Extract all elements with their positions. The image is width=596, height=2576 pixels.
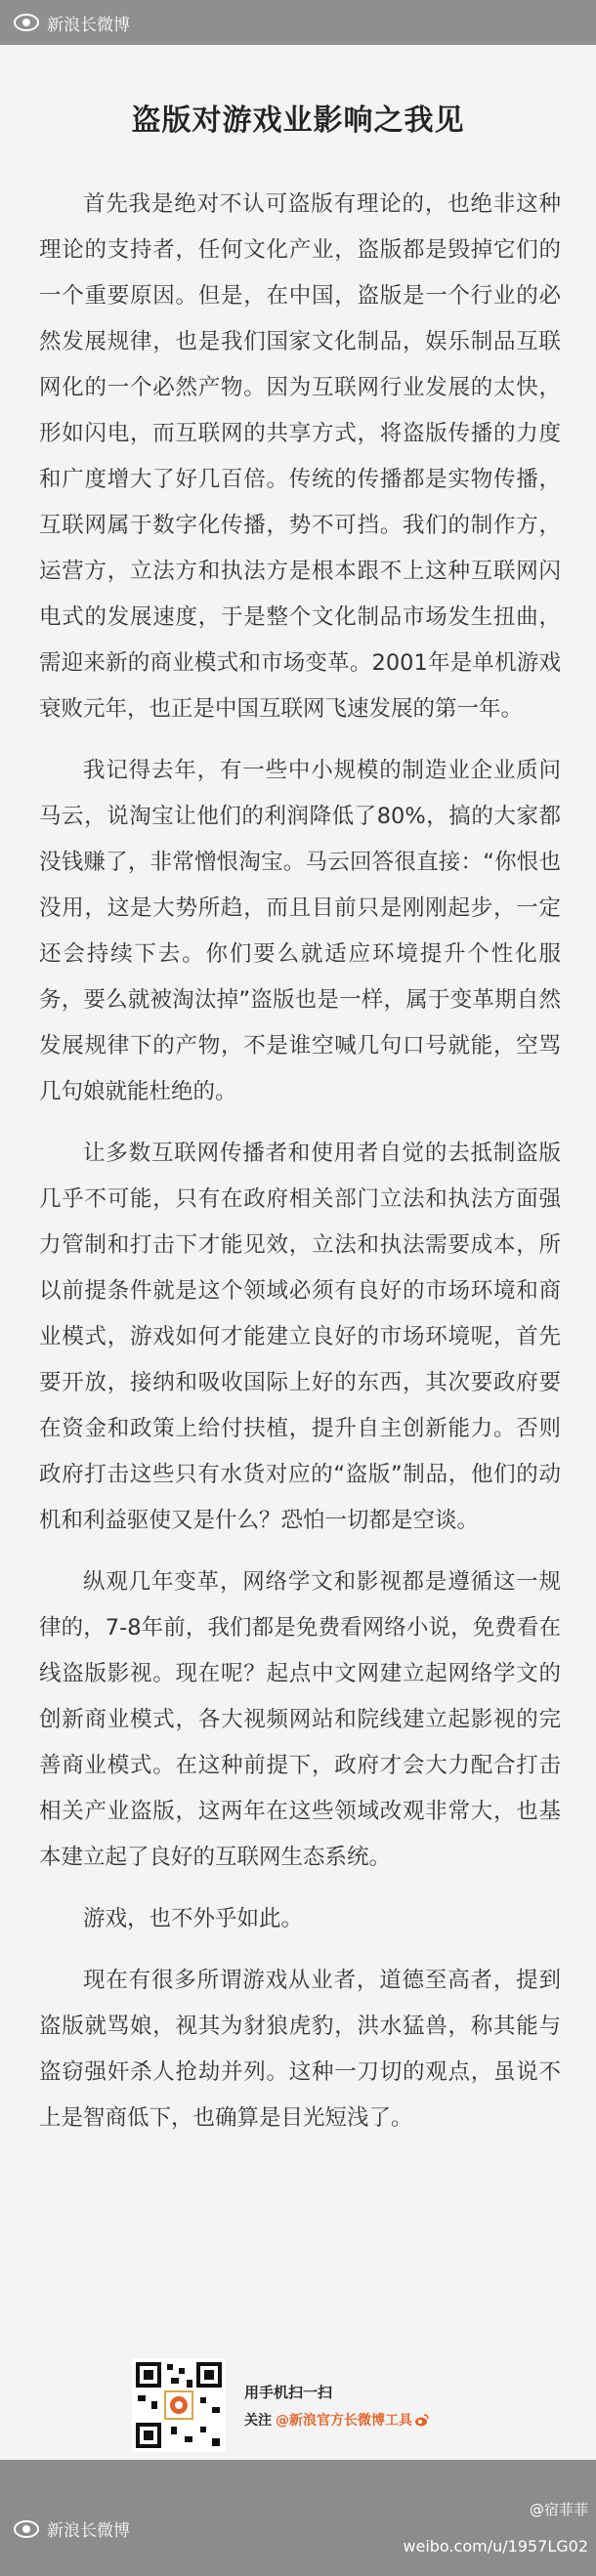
scan-prompt: 用手机扫一扫 <box>244 2384 333 2401</box>
paragraph-2: 我记得去年，有一些中小规模的制造业企业质问马云，说淘宝让他们的利润降低了80%，搞的大家都没钱赚了，非常憎恨淘宝。马云回答很直接：“你恨也没用，这是大势所趋，而且目前只是刚刚起步，一定还会持续下去。你们要么就适应环境提升个性化服务，要么就被淘汰掉”盗版也是一样，属于变革期自然发展规律下的产物，不是谁空喊几句口号就能，空骂几句娘就能杜绝的。 <box>39 758 561 1104</box>
promo-area <box>0 2350 596 2460</box>
paragraph-5: 游戏，也不外乎如此。 <box>83 1906 304 1932</box>
top-bar <box>0 0 596 45</box>
article-title: 盗版对游戏业影响之我见 <box>131 104 465 138</box>
article-body <box>39 182 561 2157</box>
footer-brand[interactable] <box>14 2516 130 2541</box>
paragraph-4: 纵观几年变革，网络学文和影视都是遵循这一规律的，7-8年前，我们都是免费看网络小说，免费看在线盗版影视。现在呢？起点中文网建立起网络学文的创新商业模式，各大视频网站和院线建立起影视的完善商业模式。在这种前提下，政府才会大力配合打击相关产业盗版，这两年在这些领域改观非常大，也基本建立起了良好的互联网生态系统。 <box>39 1569 561 1870</box>
paragraph-3: 让多数互联网传播者和使用者自觉的去抵制盗版几乎不可能，只有在政府相关部门立法和执法方面强力管制和打击下才能见效，立法和执法需要成本，所以前提条件就是这个领域必须有良好的市场环境和商业模式，游戏如何才能建立良好的市场环境呢，首先要开放，接纳和吸收国际上好的东西，其次要政府要在资金和政策上给付扶植，提升自主创新能力。否则政府打击这些只有水货对应的“盗版”制品，他们的动机和利益驱使又是什么？恐怕一切都是空谈。 <box>39 1141 561 1533</box>
follow-account-link[interactable]: @新浪官方长微博工具 <box>276 2413 412 2429</box>
follow-prompt <box>244 2410 429 2430</box>
paragraph-1: 首先我是绝对不认可盗版有理论的，也绝非这种理论的支持者，任何文化产业，盗版都是毁掉它们的一个重要原因。但是，在中国，盗版是一个行业的必然发展规律，也是我们国家文化制品，娱乐制品互联网化的一个必然产物。因为互联网行业发展的太快，形如闪电，而互联网的共享方式，将盗版传播的力度和广度增大了好几百倍。传统的传播都是实物传播，互联网属于数字化传播，势不可挡。我们的制作方，运营方，立法方和执法方是根本跟不上这种互联网闪电式的发展速度，于是整个文化制品市场发生扭曲，需迎来新的商业模式和市场变革。2001年是单机游戏衰败元年，也正是中国互联网飞速发展的第一年。 <box>39 191 561 722</box>
sina-weibo-eye-icon <box>14 2518 39 2540</box>
sina-weibo-eye-icon <box>14 12 39 33</box>
footer-bar <box>0 2460 596 2576</box>
watermark-user: @宿菲菲 <box>529 2501 588 2518</box>
paragraph-6: 现在有很多所谓游戏从业者，道德至高者，提到盗版就骂娘，视其为豺狼虎豹，洪水猛兽，称其能与盗窃强奸杀人抢劫并列。这种一刀切的观点，虽说不上是智商低下，也确算是目光短浅了。 <box>39 1968 561 2131</box>
watermark-url: weibo.com/u/1957LG02 <box>403 2537 588 2555</box>
weibo-icon <box>414 2413 429 2428</box>
brand-name: 新浪长微博 <box>47 15 130 35</box>
brand[interactable] <box>14 11 130 35</box>
footer-brand-name: 新浪长微博 <box>47 2521 130 2541</box>
promo-text <box>244 2382 429 2430</box>
watermark <box>403 2499 588 2555</box>
follow-label: 关注 <box>244 2413 272 2429</box>
article-page <box>0 45 596 2349</box>
qr-code-icon[interactable] <box>132 2358 226 2452</box>
